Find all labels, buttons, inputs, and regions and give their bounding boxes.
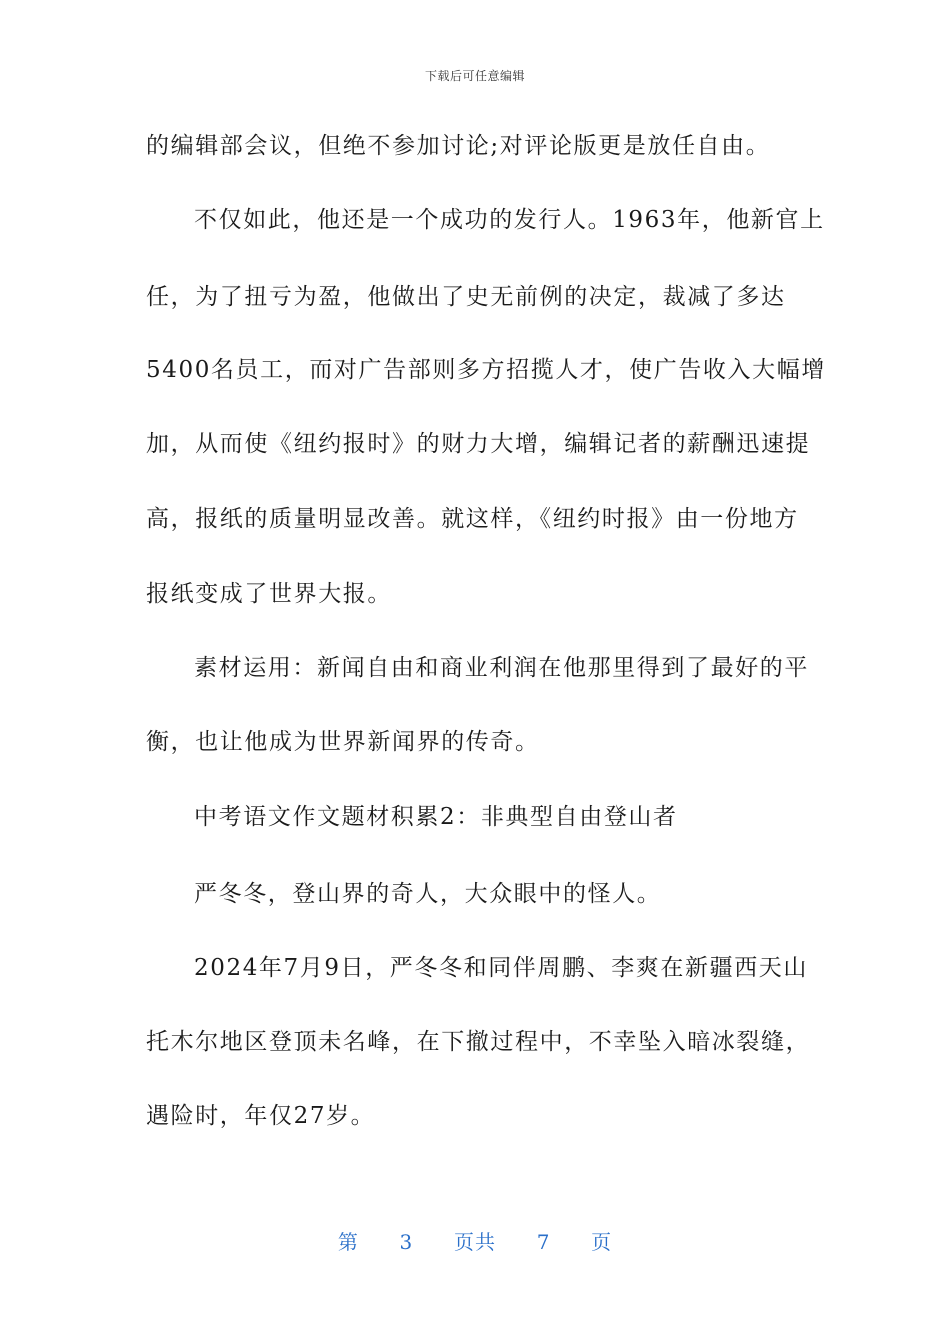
text-line: 素材运用：新闻自由和商业利润在他那里得到了最好的平 xyxy=(194,655,809,681)
text-line: 衡，也让他成为世界新闻界的传奇。 xyxy=(146,729,540,755)
total-page-count: 7 xyxy=(536,1230,551,1254)
text-line: 不仅如此，他还是一个成功的发行人。1963年，他新官上 xyxy=(194,207,825,233)
text-line: 任，为了扭亏为盈，他做出了史无前例的决定，裁减了多达 xyxy=(146,284,786,310)
page-header: 下载后可任意编辑 xyxy=(424,69,525,83)
current-page-number: 3 xyxy=(399,1230,414,1254)
text-line: 托木尔地区登顶未名峰，在下撤过程中，不幸坠入暗冰裂缝， xyxy=(146,1029,811,1055)
footer-prefix: 第 xyxy=(337,1230,359,1254)
text-line: 加，从而使《纽约报时》的财力大增，编辑记者的薪酬迅速提 xyxy=(146,431,811,457)
text-line: 严冬冬，登山界的奇人，大众眼中的怪人。 xyxy=(194,881,662,907)
text-line: 5400名员工，而对广告部则多方招揽人才，使广告收入大幅增 xyxy=(146,357,826,383)
footer-middle: 页共 xyxy=(454,1230,496,1254)
section-heading: 中考语文作文题材积累2：非典型自由登山者 xyxy=(194,804,678,830)
text-line: 报纸变成了世界大报。 xyxy=(146,581,392,607)
footer-suffix: 页 xyxy=(591,1230,613,1254)
text-line: 高，报纸的质量明显改善。就这样，《纽约时报》由一份地方 xyxy=(146,506,799,532)
page-number-footer xyxy=(0,1226,950,1255)
text-line: 的编辑部会议，但绝不参加讨论;对评论版更是放任自由。 xyxy=(146,133,771,159)
text-line: 遇险时，年仅27岁。 xyxy=(146,1103,376,1129)
text-line: 2024年7月9日，严冬冬和同伴周鹏、李爽在新疆西天山 xyxy=(194,955,808,981)
